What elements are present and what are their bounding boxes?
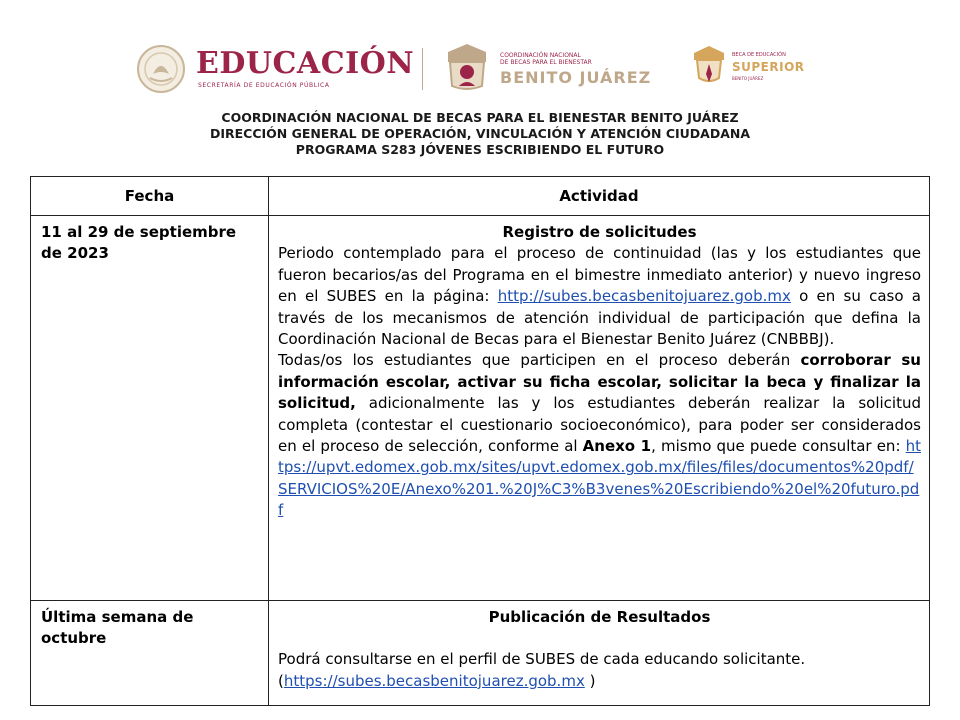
activity-title: Publicación de Resultados [488, 608, 711, 626]
heading-line-2: DIRECCIÓN GENERAL DE OPERACIÓN, VINCULACIÓN Y ATENCIÓN CIUDADANA [209, 126, 751, 141]
row-date: Última semana de octubre [31, 601, 269, 706]
coat-of-arms-seal-icon [136, 44, 186, 94]
column-header-actividad: Actividad [269, 177, 930, 216]
row-activity [269, 216, 930, 601]
activity-paragraph-1 [278, 243, 921, 350]
header-logos [132, 40, 822, 98]
activities-table [30, 176, 930, 706]
superior-logo-text: SUPERIOR [732, 60, 805, 74]
benito-juarez-logo-text: BENITO JUÁREZ [500, 68, 652, 87]
bj-small-line-2: DE BECAS PARA EL BIENESTAR [500, 59, 592, 66]
results-link-line [278, 671, 921, 692]
bj-coordination-text [500, 52, 592, 66]
p1-text-b: o en su caso a través de los mecanismos de atención individual de participación que defina la Coordinación Nacional de Becas para el Bienestar Benito Juárez (CNBBBJ). [278, 287, 921, 349]
activity-title: Registro de solicitudes [502, 223, 697, 241]
spacer [278, 628, 921, 649]
beca-superior-emblem-icon [692, 44, 726, 88]
p2-bold-text: corroborar su información escolar, activar su ficha escolar, solicitar la beca y finalizar la solicitud, [278, 351, 921, 413]
activity-paragraph-2 [278, 350, 921, 521]
heading-line-1: COORDINACIÓN NACIONAL DE BECAS PARA EL BIENESTAR BENITO JUÁREZ [221, 110, 739, 125]
benito-juarez-emblem-icon [444, 42, 490, 92]
paren-close: ) [584, 671, 596, 690]
results-text: Podrá consultarse en el perfil de SUBES de cada educando solicitante. [278, 650, 806, 669]
beca-educacion-text: BECA DE EDUCACIÓN [732, 52, 786, 58]
row-activity [269, 601, 930, 706]
p2-text-b: adicionalmente las y los estudiantes deberán realizar la solicitud completa (contestar el cuestionario socioeconómico), para poder ser considerados en el proceso de selección, conforme al [278, 394, 921, 456]
subes-link[interactable]: http://subes.becasbenitojuarez.gob.mx [497, 287, 791, 306]
anexo-pdf-link[interactable]: https://upvt.edomex.gob.mx/sites/upvt.edomex.gob.mx/files/files/documentos%20pdf/SERVICIOS%20E/Anexo%201.%20J%C3%B3venes%20Escribiendo%20el%20futuro.pdf [278, 437, 921, 520]
paren-open: ( [278, 671, 284, 690]
sep-subtitle: SECRETARÍA DE EDUCACIÓN PÚBLICA [198, 82, 330, 89]
column-header-fecha: Fecha [31, 177, 269, 216]
p1-text-a: Periodo contemplado para el proceso de continuidad (las y los estudiantes que fueron becarios/as del Programa en el bimestre inmediato anterior) y nuevo ingreso en el SUBES en la página: [278, 244, 921, 306]
heading-line-3: PROGRAMA S283 JÓVENES ESCRIBIENDO EL FUTURO [295, 142, 665, 157]
row-date: 11 al 29 de septiembre de 2023 [31, 216, 269, 601]
table-row [31, 216, 930, 601]
p2-text-a: Todas/os los estudiantes que participen en el proceso deberán [278, 351, 801, 370]
document-heading [0, 110, 960, 158]
subes-results-link[interactable]: https://subes.becasbenitojuarez.gob.mx [283, 671, 585, 690]
educacion-logo-text: EDUCACIÓN [196, 46, 415, 81]
table-header-row [31, 177, 930, 216]
p2-text-c: , mismo que puede consultar en: [651, 437, 906, 456]
table-row [31, 601, 930, 706]
logo-divider [422, 48, 423, 90]
bj-small-line-1: COORDINACIÓN NACIONAL [500, 52, 581, 59]
sup-tiny-text: BENITO JUÁREZ [732, 76, 764, 81]
anexo-label: Anexo 1 [582, 437, 652, 456]
